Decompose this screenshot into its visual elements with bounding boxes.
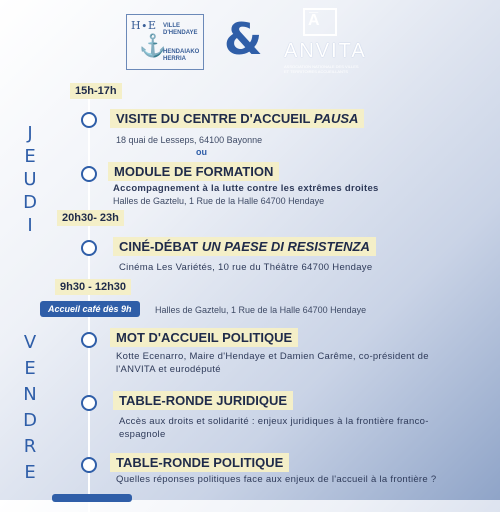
event-title-visite (110, 109, 364, 128)
hendaye-name-eu: HENDAIAKO HERRIA (163, 49, 200, 62)
timeline-dot (81, 395, 97, 411)
anvita-mark-text: A̅ (308, 12, 320, 29)
day-letter: J (27, 123, 33, 144)
day-letter: E (24, 146, 36, 167)
event-title-politique: TABLE-RONDE POLITIQUE (110, 453, 289, 472)
event-description-l1: Accès aux droits et solidarité : enjeux juridiques à la frontière franco- (119, 416, 429, 427)
time-slot-1: 15h-17h (70, 83, 122, 99)
anvita-logo-name: ANVITA (284, 40, 367, 62)
time-slot-2: 20h30- 23h (57, 210, 124, 226)
hendaye-monogram: H∙E (131, 19, 158, 32)
day-letter: D (23, 192, 37, 213)
event-address: Cinéma Les Variétés, 10 rue du Théâtre 64700 Hendaye (119, 262, 373, 273)
event-title-emphasis: PAUSA (313, 111, 359, 126)
hendaye-logo (126, 14, 204, 70)
event-title-text: VISITE DU CENTRE D'ACCUEIL (116, 111, 314, 126)
event-title-cine (113, 237, 376, 256)
day-label-jeudi (20, 122, 40, 237)
event-description-l2: espagnole (119, 429, 166, 440)
timeline-dot (81, 240, 97, 256)
day-letter: R (23, 436, 37, 457)
day-letter: V (23, 332, 37, 353)
day-letter: E (24, 462, 36, 483)
event-title-mot-accueil: MOT D'ACCUEIL POLITIQUE (110, 328, 298, 347)
event-title-text: CINÉ-DÉBAT (119, 239, 202, 254)
event-address: Halles de Gaztelu, 1 Rue de la Halle 64700 Hendaye (113, 196, 325, 206)
event-title-juridique: TABLE-RONDE JURIDIQUE (113, 391, 293, 410)
ampersand: & (224, 14, 263, 65)
day-letter: D (23, 410, 37, 431)
day-letter: U (23, 169, 37, 190)
time-slot-3: 9h30 - 12h30 (55, 279, 131, 295)
day-label-vendredi (20, 330, 40, 486)
event-description: Accompagnement à la lutte contre les extrêmes droites (113, 183, 379, 194)
timeline-dot (81, 457, 97, 473)
next-item-badge (52, 494, 132, 502)
event-description: Quelles réponses politiques face aux enjeux de l'accueil à la frontière ? (116, 474, 437, 485)
anchor-icon: ⚓ (139, 33, 167, 58)
event-description-l1: Kotte Ecenarro, Maire d'Hendaye et Damien Carême, co-président de (116, 351, 429, 362)
day-letter: I (27, 215, 33, 236)
day-letter: E (24, 358, 36, 379)
or-separator: ou (196, 147, 207, 157)
event-title-emphasis: UN PAESE DI RESISTENZA (201, 239, 370, 254)
cafe-badge: Accueil café dès 9h (40, 301, 140, 317)
timeline-dot (81, 112, 97, 128)
hendaye-name-fr: VILLE D'HENDAYE (163, 23, 198, 36)
anvita-tagline: ASSOCIATION NATIONALE DES VILLES ET TERRITOIRES ACCUEILLANTS (284, 64, 359, 74)
day-letter: N (23, 384, 37, 405)
event-address: 18 quai de Lesseps, 64100 Bayonne (116, 135, 263, 145)
event-title-module: MODULE DE FORMATION (108, 162, 279, 181)
anvita-logo-mark (303, 8, 337, 36)
timeline-dot (81, 332, 97, 348)
event-description-l2: l'ANVITA et eurodéputé (116, 364, 221, 375)
cafe-address: Halles de Gaztelu, 1 Rue de la Halle 64700 Hendaye (155, 305, 367, 315)
timeline-dot (81, 166, 97, 182)
